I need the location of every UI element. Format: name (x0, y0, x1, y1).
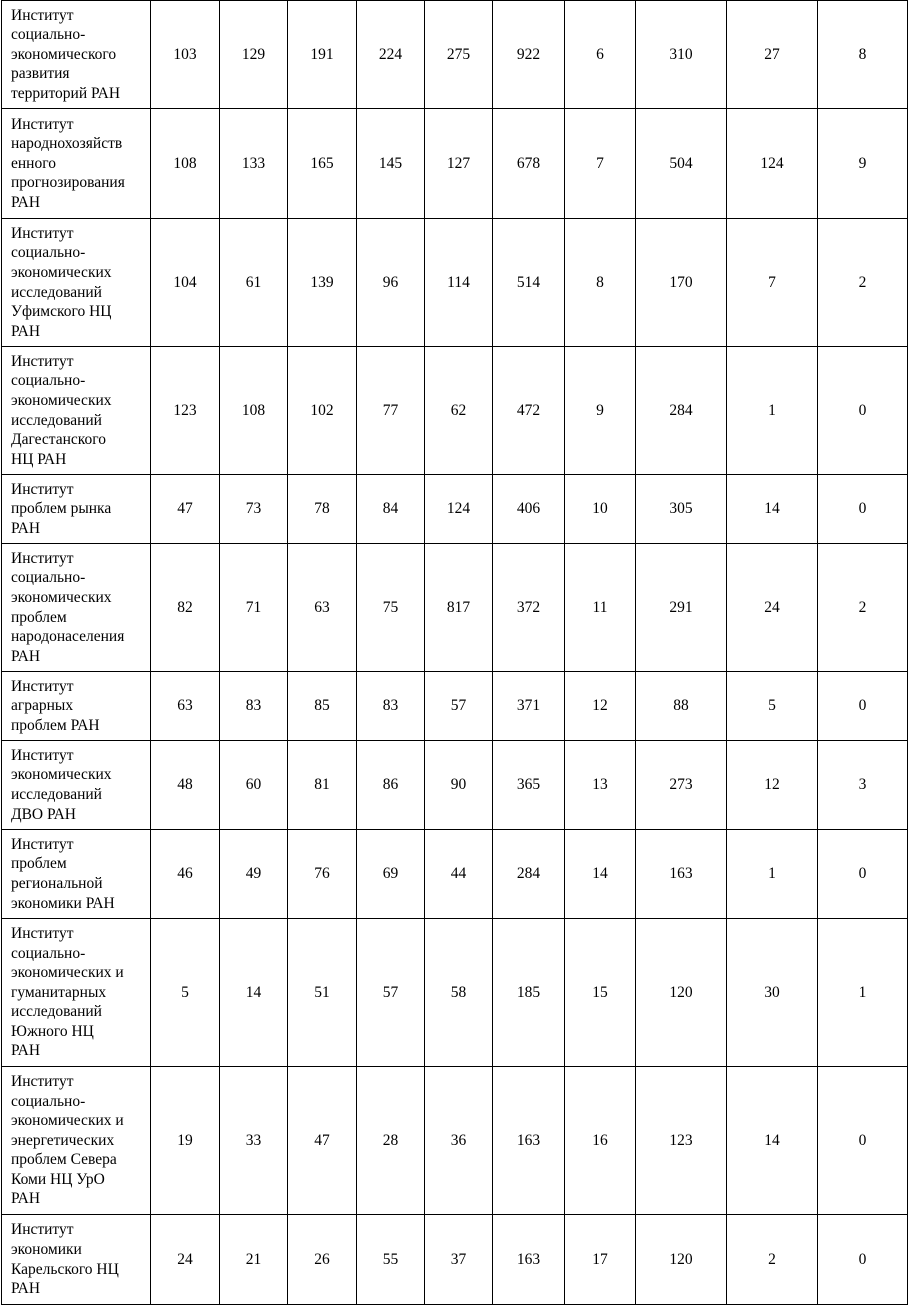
institute-name-line: экономических (11, 588, 112, 606)
table-cell: 14 (220, 919, 288, 1067)
institute-name-line: РАН (11, 193, 41, 211)
institute-name (2, 109, 151, 219)
table-cell: 3 (818, 741, 908, 830)
institute-name-line: экономических (11, 263, 112, 281)
table-cell: 284 (636, 347, 727, 475)
table-cell: 83 (220, 672, 288, 741)
table-cell: 84 (357, 475, 425, 544)
table-cell: 8 (565, 219, 636, 347)
table-cell: 0 (818, 1067, 908, 1215)
table-row (2, 347, 908, 475)
institute-name (2, 1067, 151, 1215)
table-cell: 14 (565, 830, 636, 919)
table-cell: 19 (151, 1067, 220, 1215)
institute-name-line: РАН (11, 647, 41, 665)
table-cell: 96 (357, 219, 425, 347)
table-cell: 62 (425, 347, 493, 475)
table-cell: 108 (220, 347, 288, 475)
table-cell: 77 (357, 347, 425, 475)
table-cell: 2 (727, 1215, 818, 1305)
institute-name-line: социально- (11, 244, 86, 262)
institute-name-line: Институт (11, 1072, 74, 1090)
table-cell: 0 (818, 347, 908, 475)
table-cell: 406 (493, 475, 565, 544)
table-cell: 371 (493, 672, 565, 741)
institute-name-line: экономических (11, 391, 112, 409)
table-row (2, 1067, 908, 1215)
table-cell: 83 (357, 672, 425, 741)
institute-name-line: РАН (11, 322, 41, 340)
institute-name-line: экономики РАН (11, 894, 115, 912)
table-cell: 63 (151, 672, 220, 741)
table-cell: 17 (565, 1215, 636, 1305)
institute-name-line: Институт (11, 352, 74, 370)
table-cell: 6 (565, 1, 636, 109)
institute-name-line: проблем рынка (11, 500, 112, 518)
table-cell: 472 (493, 347, 565, 475)
institute-name (2, 919, 151, 1067)
institute-name-line: народнохозяйств (11, 135, 123, 153)
table-cell: 224 (357, 1, 425, 109)
institute-name-line: социально- (11, 1092, 86, 1110)
institute-name-line: Институт (11, 549, 74, 567)
table-cell: 7 (727, 219, 818, 347)
table-cell: 124 (425, 475, 493, 544)
table-cell: 0 (818, 672, 908, 741)
table-cell: 124 (727, 109, 818, 219)
table-cell: 51 (288, 919, 357, 1067)
table-cell: 0 (818, 475, 908, 544)
institute-name-line: проблем (11, 855, 67, 873)
table-cell: 1 (818, 919, 908, 1067)
table-cell: 57 (357, 919, 425, 1067)
table-cell: 24 (151, 1215, 220, 1305)
table-cell: 102 (288, 347, 357, 475)
institute-name (2, 1215, 151, 1305)
table-cell: 514 (493, 219, 565, 347)
table-cell: 273 (636, 741, 727, 830)
table-cell: 85 (288, 672, 357, 741)
table-cell: 0 (818, 1215, 908, 1305)
institute-name-line: Институт (11, 924, 74, 942)
institute-name-line: социально- (11, 372, 86, 390)
institute-name-line: энергетических (11, 1131, 115, 1149)
institute-name-line: прогнозирования (11, 174, 125, 192)
institute-name (2, 741, 151, 830)
institute-name-line: Карельского НЦ (11, 1260, 119, 1278)
table-cell: 58 (425, 919, 493, 1067)
institute-name-line: исследований (11, 1003, 102, 1021)
table-cell: 372 (493, 544, 565, 672)
table-cell: 12 (727, 741, 818, 830)
table-cell: 46 (151, 830, 220, 919)
table-cell: 114 (425, 219, 493, 347)
table-cell: 24 (727, 544, 818, 672)
table-row (2, 919, 908, 1067)
institute-name-line: Южного НЦ (11, 1022, 94, 1040)
institute-name (2, 1, 151, 109)
table-row (2, 544, 908, 672)
table-cell: 2 (818, 544, 908, 672)
table-cell: 47 (151, 475, 220, 544)
table-cell: 14 (727, 475, 818, 544)
table-cell: 48 (151, 741, 220, 830)
table-cell: 163 (493, 1215, 565, 1305)
institute-name-line: РАН (11, 1042, 41, 1060)
institute-name-line: социально- (11, 26, 86, 44)
table-cell: 28 (357, 1067, 425, 1215)
institute-name (2, 475, 151, 544)
table-cell: 504 (636, 109, 727, 219)
table-cell: 26 (288, 1215, 357, 1305)
table-cell: 76 (288, 830, 357, 919)
table-cell: 63 (288, 544, 357, 672)
table-cell: 165 (288, 109, 357, 219)
institute-name-line: Уфимского НЦ (11, 303, 112, 321)
table-cell: 163 (493, 1067, 565, 1215)
institute-name-line: аграрных (11, 697, 74, 715)
table-cell: 9 (565, 347, 636, 475)
table-cell: 13 (565, 741, 636, 830)
table-cell: 129 (220, 1, 288, 109)
institute-name-line: проблем Севера (11, 1151, 117, 1169)
table-cell: 817 (425, 544, 493, 672)
table-cell: 1 (727, 830, 818, 919)
table-row (2, 1, 908, 109)
table-cell: 0 (818, 830, 908, 919)
table-cell: 90 (425, 741, 493, 830)
table-cell: 27 (727, 1, 818, 109)
institute-name (2, 544, 151, 672)
institute-name-line: социально- (11, 569, 86, 587)
table-cell: 7 (565, 109, 636, 219)
table-cell: 185 (493, 919, 565, 1067)
institute-name-line: Институт (11, 6, 74, 24)
table-cell: 14 (727, 1067, 818, 1215)
table-cell: 12 (565, 672, 636, 741)
table-cell: 60 (220, 741, 288, 830)
institute-name-line: РАН (11, 1280, 41, 1298)
institute-name-line: проблем РАН (11, 716, 100, 734)
table-cell: 37 (425, 1215, 493, 1305)
table-cell: 170 (636, 219, 727, 347)
table-cell: 123 (636, 1067, 727, 1215)
institute-name-line: исследований (11, 283, 102, 301)
institute-name-line: Институт (11, 224, 74, 242)
table-cell: 49 (220, 830, 288, 919)
institute-name-line: социально- (11, 944, 86, 962)
institute-name-line: исследований (11, 411, 102, 429)
table-cell: 103 (151, 1, 220, 109)
table-row (2, 741, 908, 830)
institute-name (2, 830, 151, 919)
institute-name-line: РАН (11, 519, 41, 537)
table-cell: 11 (565, 544, 636, 672)
table-cell: 191 (288, 1, 357, 109)
institute-name-line: гуманитарных (11, 983, 107, 1001)
table-cell: 108 (151, 109, 220, 219)
institute-name-line: экономических и (11, 1112, 124, 1130)
institute-name (2, 347, 151, 475)
institute-name-line: экономических (11, 766, 112, 784)
institute-name-line: исследований (11, 786, 102, 803)
table-cell: 120 (636, 1215, 727, 1305)
table-cell: 291 (636, 544, 727, 672)
table-cell: 145 (357, 109, 425, 219)
institute-name-line: РАН (11, 1190, 41, 1208)
table-cell: 78 (288, 475, 357, 544)
table-cell: 139 (288, 219, 357, 347)
table-cell: 310 (636, 1, 727, 109)
table-cell: 69 (357, 830, 425, 919)
institute-name-line: развития (11, 65, 70, 83)
table-cell: 81 (288, 741, 357, 830)
table-cell: 33 (220, 1067, 288, 1215)
table-cell: 71 (220, 544, 288, 672)
institute-name (2, 672, 151, 741)
institute-name-line: экономического (11, 45, 117, 63)
table-cell: 123 (151, 347, 220, 475)
table-cell: 5 (727, 672, 818, 741)
table-row (2, 219, 908, 347)
institute-name-line: региональной (11, 875, 103, 892)
table-row (2, 672, 908, 741)
table-cell: 104 (151, 219, 220, 347)
institute-name-line: енного (11, 154, 56, 172)
institute-name-line: Дагестанского (11, 431, 106, 449)
institute-name-line: Институт (11, 677, 74, 695)
table-cell: 365 (493, 741, 565, 830)
table-cell: 30 (727, 919, 818, 1067)
table-body (2, 1, 908, 1305)
table-cell: 88 (636, 672, 727, 741)
table-cell: 61 (220, 219, 288, 347)
table-cell: 5 (151, 919, 220, 1067)
table-cell: 305 (636, 475, 727, 544)
table-cell: 55 (357, 1215, 425, 1305)
table-cell: 8 (818, 1, 908, 109)
institute-name-line: народонаселения (11, 628, 125, 646)
institute-name-line: территорий РАН (11, 84, 121, 102)
table-cell: 1 (727, 347, 818, 475)
table-cell: 16 (565, 1067, 636, 1215)
table-cell: 133 (220, 109, 288, 219)
institute-name-line: ДВО РАН (11, 805, 77, 823)
institute-name-line: Институт (11, 1221, 74, 1239)
table-row (2, 475, 908, 544)
institute-name (2, 219, 151, 347)
institute-name-line: Институт (11, 480, 74, 498)
table-cell: 75 (357, 544, 425, 672)
table-cell: 678 (493, 109, 565, 219)
table-row (2, 109, 908, 219)
table-cell: 82 (151, 544, 220, 672)
table-cell: 57 (425, 672, 493, 741)
table-cell: 47 (288, 1067, 357, 1215)
institute-name-line: Институт (11, 835, 74, 853)
table-cell: 15 (565, 919, 636, 1067)
table-cell: 127 (425, 109, 493, 219)
institute-name-line: НЦ РАН (11, 450, 67, 468)
institute-name-line: экономики (11, 1240, 82, 1258)
institute-name-line: экономических и (11, 964, 124, 982)
table-cell: 163 (636, 830, 727, 919)
institute-name-line: проблем (11, 608, 67, 626)
table-cell: 9 (818, 109, 908, 219)
table-cell: 2 (818, 219, 908, 347)
table-cell: 21 (220, 1215, 288, 1305)
table-cell: 922 (493, 1, 565, 109)
institute-name-line: Институт (11, 746, 74, 764)
table-cell: 275 (425, 1, 493, 109)
table-cell: 73 (220, 475, 288, 544)
institute-name-line: Институт (11, 115, 74, 133)
table-cell: 120 (636, 919, 727, 1067)
table-cell: 36 (425, 1067, 493, 1215)
table-row (2, 830, 908, 919)
institute-name-line: Коми НЦ УрО (11, 1170, 105, 1188)
table-cell: 86 (357, 741, 425, 830)
table-cell: 10 (565, 475, 636, 544)
table-cell: 44 (425, 830, 493, 919)
table-cell: 284 (493, 830, 565, 919)
institutes-table (1, 0, 908, 1305)
table-row (2, 1215, 908, 1305)
